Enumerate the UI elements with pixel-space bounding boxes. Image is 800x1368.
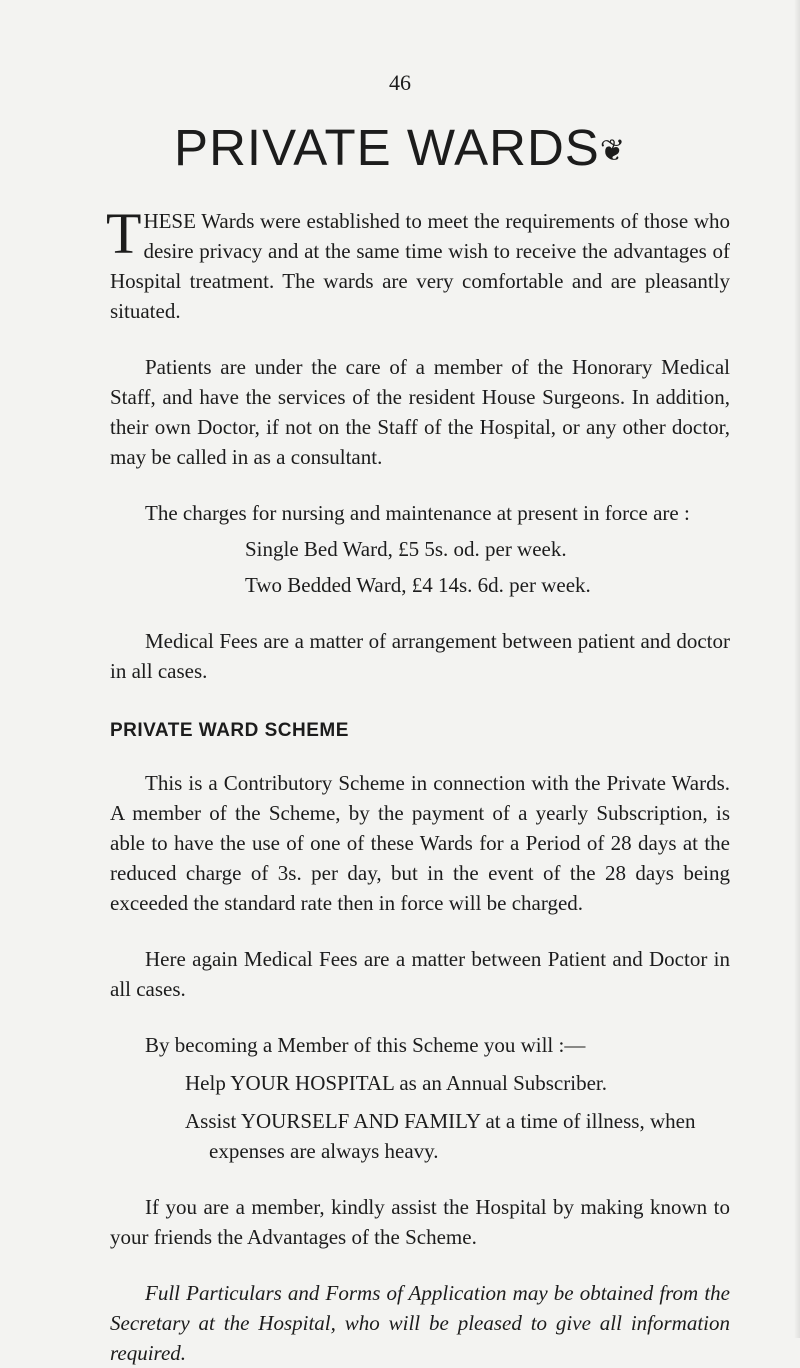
benefit-item: Assist YOURSELF AND FAMILY at a time of illness, when expenses are always heavy. [185,1109,696,1163]
charge-two-bedded: Two Bedded Ward, £4 14s. 6d. per week. [245,573,591,597]
section-heading: PRIVATE WARD SCHEME [110,720,349,741]
scheme-paragraph: This is a Contributory Scheme in connection with the Private Wards. A member of the Scheme, by the payment of a yearly Subscription, is able to have the use of one of these Wards for a Period of 28 days at the reduced charge of 3s. per day, but in the event of the 28 days being exceeded the standard rate then in force will be charged. [110,771,730,915]
page-edge-shadow [794,0,800,1338]
charge-single-bed: Single Bed Ward, £5 5s. od. per week. [245,537,567,561]
dropcap-letter: T [106,201,142,266]
member-paragraph: If you are a member, kindly assist the Hospital by making known to your friends the Advantages of the Scheme. [110,1195,730,1249]
page-title [0,118,800,182]
intro-text: HESE Wards were established to meet the requirements of those who desire privacy and at the same time wish to receive the advantages of Hospital treatment. The wards are very comfortable and are pleasantly situated. [110,209,730,323]
intro-paragraph [106,201,730,326]
page-title-text: PRIVATE WARDS [174,119,600,176]
care-paragraph: Patients are under the care of a member of the Honorary Medical Staff, and have the services of the resident House Surgeons. In addition, their own Doctor, if not on the Staff of the Hospital, or any other doctor, may be called in as a consultant. [110,355,730,469]
closing-paragraph: Full Particulars and Forms of Application may be obtained from the Secretary at the Hospital, who will be pleased to give all information required. [110,1281,730,1365]
benefit-item: Help YOUR HOSPITAL as an Annual Subscriber. [185,1071,607,1095]
ornament-icon: ❦ [599,134,626,168]
charges-intro: The charges for nursing and maintenance at present in force are : [145,501,690,525]
page-number: 46 [389,70,411,95]
page-body [106,201,730,1368]
fees-paragraph: Medical Fees are a matter of arrangement between patient and doctor in all cases. [110,629,730,683]
fees-again-paragraph: Here again Medical Fees are a matter between Patient and Doctor in all cases. [110,947,730,1001]
benefits-intro: By becoming a Member of this Scheme you will :— [145,1033,586,1057]
